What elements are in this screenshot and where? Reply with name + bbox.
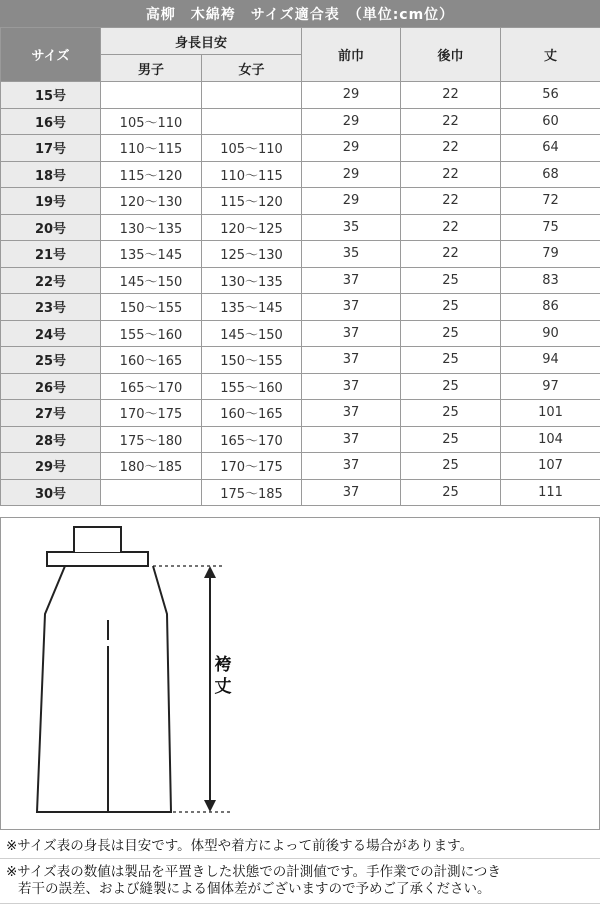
cell-male-height: 155〜160 [101,320,202,347]
cell-back-width: 22 [401,241,501,268]
table-row [1,82,600,109]
cell-male-height: 180〜185 [101,453,202,480]
cell-front-width: 29 [302,108,401,135]
cell-length: 86 [501,294,600,321]
cell-size: 17号 [1,135,101,162]
cell-length: 90 [501,320,600,347]
header-size: サイズ [1,28,101,82]
note-divider [0,858,600,859]
cell-male-height [101,479,202,506]
cell-length: 68 [501,161,600,188]
cell-back-width: 25 [401,426,501,453]
cell-size: 22号 [1,267,101,294]
cell-front-width: 37 [302,453,401,480]
cell-male-height: 120〜130 [101,188,202,215]
table-row [1,479,600,506]
table-row [1,161,600,188]
table-row [1,347,600,374]
waistband-shape [47,552,148,566]
page-title: 高柳 木綿袴 サイズ適合表 （単位:cm位） [0,0,600,27]
cell-front-width: 37 [302,267,401,294]
table-row [1,400,600,427]
cell-front-width: 37 [302,373,401,400]
cell-male-height: 130〜135 [101,214,202,241]
header-length: 丈 [501,28,600,82]
cell-male-height: 110〜115 [101,135,202,162]
cell-male-height: 150〜155 [101,294,202,321]
cell-back-width: 22 [401,188,501,215]
table-row [1,373,600,400]
cell-female-height: 160〜165 [202,400,302,427]
bottom-divider [0,903,600,904]
header-female: 女子 [202,55,302,82]
header-back-width: 後巾 [401,28,501,82]
cell-length: 60 [501,108,600,135]
cell-male-height: 165〜170 [101,373,202,400]
size-table [0,27,600,506]
cell-female-height: 145〜150 [202,320,302,347]
cell-back-width: 25 [401,373,501,400]
cell-female-height: 115〜120 [202,188,302,215]
note-measurement: ※サイズ表の数値は製品を平置きした状態での計測値です。手作業での計測につき 若干の誤差、および縫製による個体差がございますので予めご了承ください。 [6,864,501,897]
cell-size: 26号 [1,373,101,400]
hakama-outline-figure [1,518,599,829]
cell-back-width: 25 [401,479,501,506]
cell-size: 19号 [1,188,101,215]
table-row [1,108,600,135]
cell-female-height: 130〜135 [202,267,302,294]
cell-back-width: 25 [401,267,501,294]
cell-front-width: 29 [302,188,401,215]
cell-size: 30号 [1,479,101,506]
cell-size: 24号 [1,320,101,347]
cell-male-height: 115〜120 [101,161,202,188]
header-male: 男子 [101,55,202,82]
cell-female-height: 155〜160 [202,373,302,400]
cell-female-height: 105〜110 [202,135,302,162]
cell-front-width: 35 [302,241,401,268]
header-height-guide: 身長目安 [101,28,302,55]
table-row [1,267,600,294]
cell-length: 56 [501,82,600,109]
arrow-head-up [204,566,216,578]
cell-length: 64 [501,135,600,162]
cell-female-height: 150〜155 [202,347,302,374]
arrow-head-down [204,800,216,812]
cell-front-width: 37 [302,294,401,321]
cell-length: 107 [501,453,600,480]
cell-female-height: 125〜130 [202,241,302,268]
cell-back-width: 22 [401,82,501,109]
cell-female-height: 170〜175 [202,453,302,480]
cell-back-width: 25 [401,294,501,321]
cell-front-width: 35 [302,214,401,241]
cell-size: 29号 [1,453,101,480]
cell-length: 79 [501,241,600,268]
cell-length: 94 [501,347,600,374]
table-row [1,320,600,347]
cell-size: 25号 [1,347,101,374]
note-height: ※サイズ表の身長は目安です。体型や着方によって前後する場合があります。 [6,838,474,854]
table-row [1,188,600,215]
cell-back-width: 25 [401,400,501,427]
cell-length: 111 [501,479,600,506]
cell-male-height: 175〜180 [101,426,202,453]
table-row [1,426,600,453]
cell-back-width: 22 [401,214,501,241]
header-front-width: 前巾 [302,28,401,82]
cell-front-width: 37 [302,400,401,427]
cell-back-width: 22 [401,108,501,135]
cell-length: 75 [501,214,600,241]
cell-female-height: 135〜145 [202,294,302,321]
cell-front-width: 37 [302,479,401,506]
cell-female-height: 165〜170 [202,426,302,453]
cell-male-height: 105〜110 [101,108,202,135]
table-row [1,453,600,480]
cell-female-height: 120〜125 [202,214,302,241]
cell-female-height: 175〜185 [202,479,302,506]
cell-size: 16号 [1,108,101,135]
cell-female-height [202,82,302,109]
cell-front-width: 29 [302,161,401,188]
cell-front-width: 37 [302,347,401,374]
hakama-diagram [0,517,600,830]
hakama-body-shape [37,566,171,812]
cell-back-width: 25 [401,453,501,480]
table-row [1,241,600,268]
cell-size: 21号 [1,241,101,268]
length-label: 袴 丈 [214,655,232,697]
cell-length: 104 [501,426,600,453]
cell-front-width: 37 [302,320,401,347]
cell-length: 101 [501,400,600,427]
cell-back-width: 25 [401,347,501,374]
back-plate-shape [74,527,121,552]
cell-female-height [202,108,302,135]
cell-size: 23号 [1,294,101,321]
cell-male-height [101,82,202,109]
cell-male-height: 160〜165 [101,347,202,374]
cell-front-width: 29 [302,82,401,109]
table-row [1,214,600,241]
table-row [1,135,600,162]
cell-back-width: 22 [401,161,501,188]
cell-length: 97 [501,373,600,400]
cell-back-width: 22 [401,135,501,162]
cell-size: 15号 [1,82,101,109]
cell-length: 83 [501,267,600,294]
cell-front-width: 29 [302,135,401,162]
cell-length: 72 [501,188,600,215]
cell-size: 18号 [1,161,101,188]
cell-male-height: 170〜175 [101,400,202,427]
cell-male-height: 135〜145 [101,241,202,268]
cell-size: 20号 [1,214,101,241]
cell-female-height: 110〜115 [202,161,302,188]
cell-front-width: 37 [302,426,401,453]
table-row [1,294,600,321]
cell-male-height: 145〜150 [101,267,202,294]
cell-back-width: 25 [401,320,501,347]
cell-size: 27号 [1,400,101,427]
cell-size: 28号 [1,426,101,453]
